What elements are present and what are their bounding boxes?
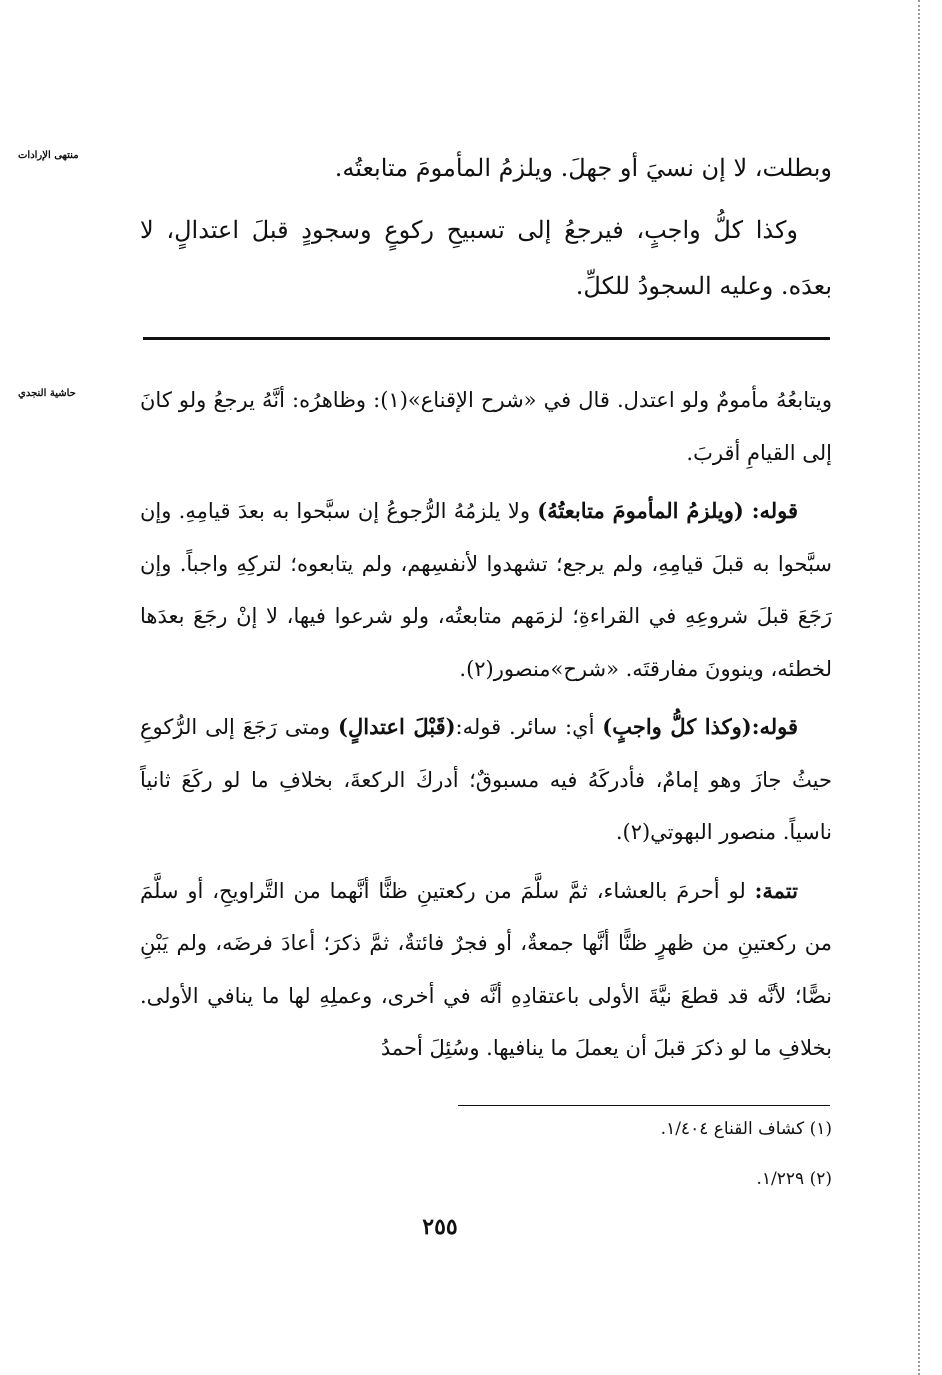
side-label-hashiya-source: حاشية النجدي [18,388,76,399]
hashiya-paragraph-body: ولا يلزمُهُ الرُّجوعُ إن سبَّحوا به بعدَ قيامِهِ. وإن سبَّحوا به قبلَ قيامِهِ، ولم يرجع؛ تشهدوا لأنفسِهم، ولم يتابعوه؛ لتركِهِ واجباً. وإن رَجَعَ قبلَ شروعِهِ في القراءةِ؛ لزمَهم متابعتُه، ولو شرعوا فيها، لا إنْ رجَعَ بعدَها لخطئه، وينوونَ مفارقتَه. «شرح»منصور(٢). [140,499,832,681]
matn-paragraph-2: وكذا كلُّ واجبٍ، فيرجعُ إلى تسبيحِ ركوعٍ وسجودٍ قبلَ اعتدالٍ، لا بعدَه. وعليه السجودُ للكلِّ. [140,216,832,300]
matn-text-block [140,140,832,320]
hashiya-tatimma-lead: تتمة: [754,877,798,903]
hashiya-quote-lead: قوله: (ويلزمُ المأمومَ متابعتُهُ) [537,498,798,523]
side-label-matn-source: منتهى الإرادات [18,150,79,161]
hashiya-paragraph-1: ويتابعُهُ مأمومٌ ولو اعتدل. قال في «شرح الإقناع»(١): وظاهرُه: أنَّهُ يرجعُ ولو كانَ إلى القيامِ أقربَ. [140,388,832,465]
hashiya-quote-lead: قوله:(وكذا كلُّ واجبٍ) [602,714,798,739]
footnote-2: (٢) ١/٢٢٩. [756,1169,832,1189]
hashiya-paragraph-body: أي: سائر. قوله: [455,715,603,739]
matn-paragraph-1: وبطلت، لا إن نسيَ أو جهلَ. ويلزمُ المأمومَ متابعتُه. [334,154,832,182]
hashiya-paragraph-4 [140,865,832,1075]
hashiya-paragraph-body: ومتى رَجَعَ إلى الرُّكوعِ حيثُ جازَ وهو إمامٌ، فأدركَهُ فيه مسبوقٌ؛ أدركَ الركعةَ، بخلافِ ما لو ركَعَ ثانياً ناسياً. منصور البهوتي(٢). [140,715,832,844]
footnote-1: (١) كشاف القناع ١/٤٠٤. [660,1119,832,1139]
page-number: ٢٥٥ [422,1214,458,1240]
hashiya-paragraph-2 [140,485,832,695]
hashiya-text-block [140,374,832,1081]
matn-hashiya-divider [143,337,830,340]
hashiya-paragraph-body: لو أحرمَ بالعشاء، ثمَّ سلَّمَ من ركعتينِ ظنًّا أنَّهما من التَّراويحِ، أو سلَّمَ من ركعتينِ من ظهرٍ ظنًّا أنَّها جمعةٌ، أو فجرٌ فائتةٌ، ثمَّ ذكرَ؛ أعادَ فرضَه، ولم يَبْنِ نصًّا؛ لأنَّه قد قطعَ نيَّةَ الأولى باعتقادِهِ أنَّه في أخرى، وعملِهِ لها ما ينافي الأولى. بخلافِ ما لو ذكرَ قبلَ أن يعملَ ما ينافيها. وسُئِلَ أحمدُ [140,878,832,1060]
hashiya-paragraph-3 [140,701,832,859]
page-edge-dotted-border [918,0,920,1375]
footnote-divider [458,1105,830,1106]
hashiya-quote-lead: (قَبْلَ اعتدالٍ) [338,714,456,739]
